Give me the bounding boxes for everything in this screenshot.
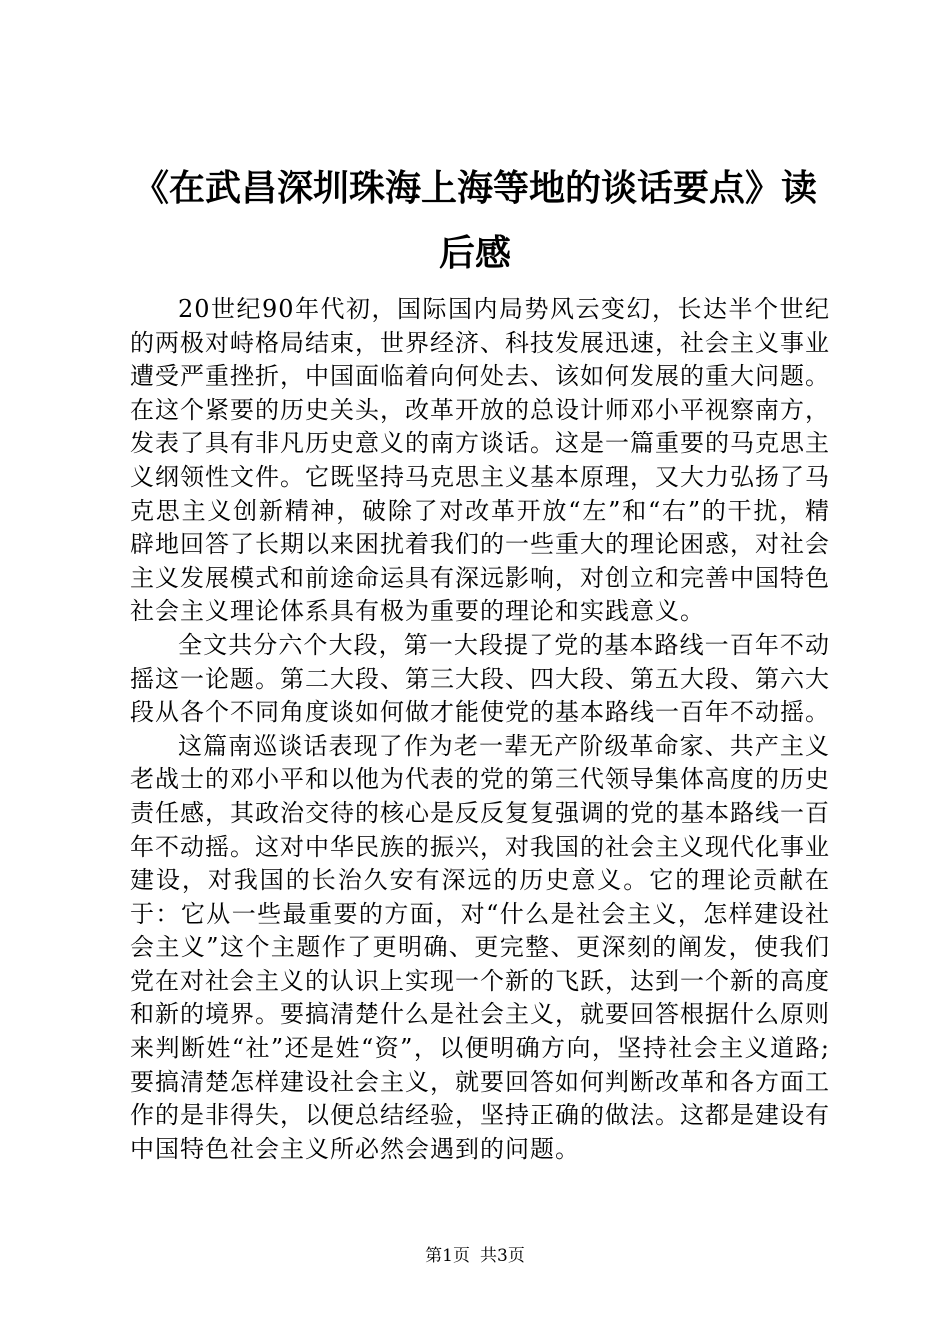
paragraph-3: 这篇南巡谈话表现了作为老一辈无产阶级革命家、共产主义老战士的邓小平和以他为代表的党的第三代领导集体高度的历史责任感，其政治交待的核心是反反复复强调的党的基本路线一百年不动摇。这对中华民族的振兴，对我国的社会主义现代化事业建设，对我国的长治久安有深远的历史意义。它的理论贡献在于：它从一些最重要的方面，对“什么是社会主义，怎样建设社会主义”这个主题作了更明确、更完整、更深刻的阐发，使我们党在对社会主义的认识上实现一个新的飞跃，达到一个新的高度和新的境界。要搞清楚什么是社会主义，就要回答根据什么原则来判断姓“社”还是姓“资”，以便明确方向，坚持社会主义道路;要搞清楚怎样建设社会主义，就要回答如何判断改革和各方面工作的是非得失，以便总结经验，坚持正确的做法。这都是建设有中国特色社会主义所必然会遇到的问题。	[130, 731, 830, 1163]
document-body	[130, 293, 830, 1166]
page-total: 共3页	[480, 1246, 525, 1266]
paragraph-2: 全文共分六个大段，第一大段提了党的基本路线一百年不动摇这一论题。第二大段、第三大段、四大段、第五大段、第六大段从各个不同角度谈如何做才能使党的基本路线一百年不动摇。	[130, 630, 830, 727]
document-title: 《在武昌深圳珠海上海等地的谈话要点》读后感	[132, 167, 817, 274]
page-number: 第1页	[425, 1246, 470, 1266]
paragraph-1: 20世纪90年代初，国际国内局势风云变幻，长达半个世纪的两极对峙格局结束，世界经济、科技发展迅速，社会主义事业遭受严重挫折，中国面临着向何处去、该如何发展的重大问题。在这个紧要的历史关头，改革开放的总设计师邓小平视察南方，发表了具有非凡历史意义的南方谈话。这是一篇重要的马克思主义纲领性文件。它既坚持马克思主义基本原理，又大力弘扬了马克思主义创新精神，破除了对改革开放“左”和“右”的干扰，精辟地回答了长期以来困扰着我们的一些重大的理论困惑，对社会主义发展模式和前途命运具有深远影响，对创立和完善中国特色社会主义理论体系具有极为重要的理论和实践意义。	[130, 295, 830, 626]
page-footer	[0, 1245, 950, 1267]
